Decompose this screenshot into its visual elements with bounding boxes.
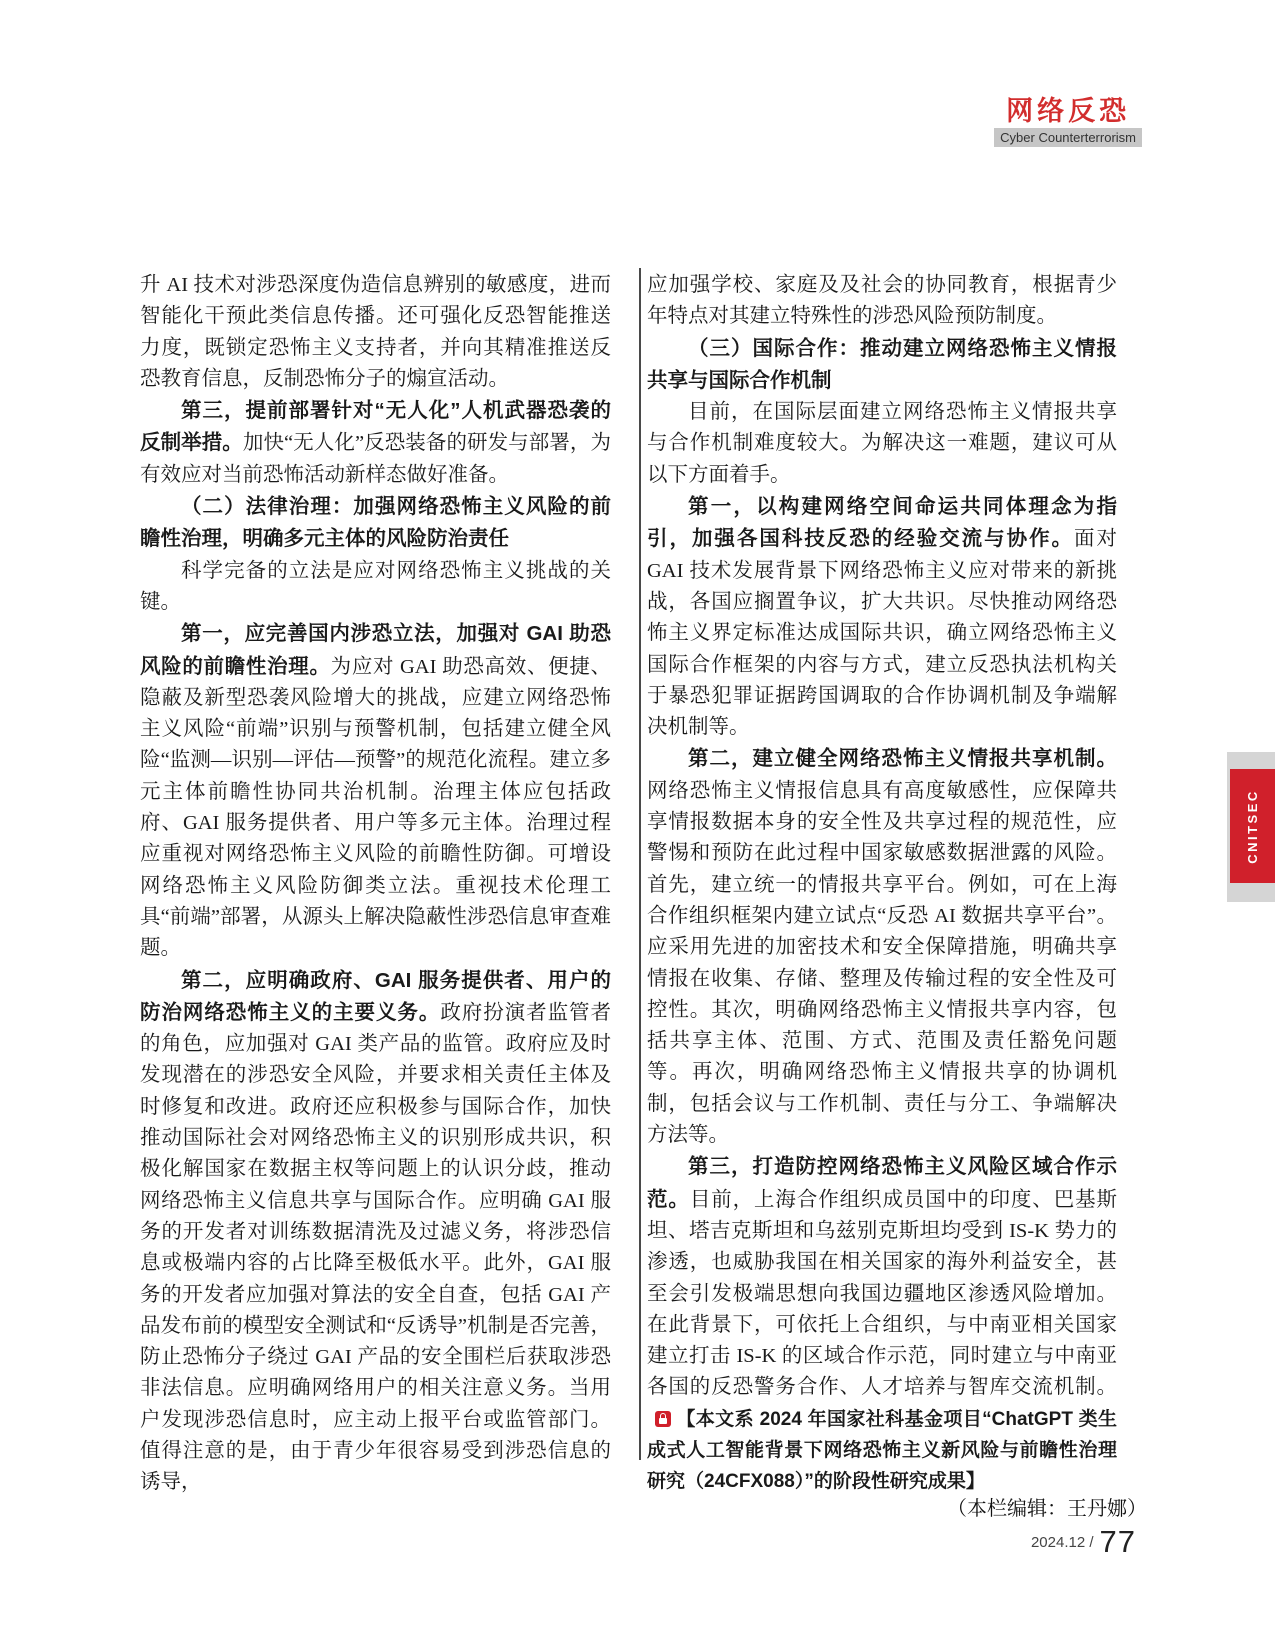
text-run: 目前，上海合作组织成员国中的印度、巴基斯坦、塔吉克斯坦和乌兹别克斯坦均受到 IS-K 势力的渗透，也威胁我国在相关国家的海外利益安全，甚至会引发极端思想向我国边疆地区渗透风险增加。在此背景下，可依托上合组织，与中南亚相关国家建立打击 IS-K 的区域合作示范，同时建立与中南亚各国的反恐警务合作、人才培养与智库交流机制。 [647, 1188, 1118, 1399]
text-run: 第二，应明确政府、GAI 服务提供者、用户的防治网络恐怖主义的主要义务。 [140, 968, 611, 1024]
paragraph [140, 270, 611, 395]
text-run: 第一，应完善国内涉恐立法，加强对 GAI 助恐风险的前瞻性治理。 [140, 622, 611, 678]
text-run: 第一，以构建网络空间命运共同体理念为指引，加强各国科技反恐的经验交流与协作。 [647, 495, 1117, 551]
editor-note: （本栏编辑：王丹娜） [947, 1498, 1147, 1520]
lock-icon [655, 1411, 671, 1427]
section-title-chinese: 网络反恐 [1006, 96, 1131, 126]
text-run: （二）法律治理：加强网络恐怖主义风险的前瞻性治理，明确多元主体的风险防治责任 [140, 495, 611, 551]
issue-label: 2024.12 / [1030, 1533, 1094, 1551]
right-text-column [647, 270, 1117, 1498]
sidebar-tab [1230, 769, 1275, 883]
text-run: 第二，建立健全网络恐怖主义情报共享机制。 [688, 747, 1117, 771]
paragraph [647, 270, 1117, 333]
page-number: 77 [1099, 1524, 1136, 1559]
paragraph [647, 1151, 1117, 1497]
paragraph [140, 965, 611, 1499]
paragraph [140, 556, 611, 619]
paragraph [140, 395, 611, 491]
text-run: 为应对 GAI 助恐高效、便捷、隐蔽及新型恐袭风险增大的挑战，应建立网络恐怖主义风险“前端”识别与预警机制，包括建立健全风险“监测—识别—评估—预警”的规范化流程。建立多元主体前瞻性协同共治机制。治理主体应包括政府、GAI 服务提供者、用户等多元主体。治理过程应重视对网络恐怖主义风险的前瞻性防御。可增设网络恐怖主义风险防御类立法。重视技术伦理工具“前端”部署，从源头上解决隐蔽性涉恐信息审查难题。 [140, 655, 612, 960]
text-run: 第三，打造防控网络恐怖主义风险区域合作示范。 [647, 1155, 1117, 1211]
page-footer [1031, 1524, 1136, 1560]
paragraph [647, 491, 1117, 743]
text-run: 应加强学校、家庭及及社会的协同教育，根据青少年特点对其建立特殊性的涉恐风险预防制度。 [647, 274, 1117, 328]
text-run: 面对 GAI 技术发展背景下网络恐怖主义应对带来的新挑战，各国应搁置争议，扩大共识。尽快推动网络恐怖主义界定标准达成国际共识，确立网络恐怖主义国际合作框架的内容与方式，建立反恐执法机构关于暴恐犯罪证据跨国调取的合作协调机制及争端解决机制等。 [647, 528, 1118, 739]
section-header [994, 97, 1142, 147]
column-divider [639, 268, 641, 1460]
text-run: 科学完备的立法是应对网络恐怖主义挑战的关键。 [140, 559, 611, 613]
paragraph [140, 618, 611, 964]
paragraph [140, 491, 611, 556]
text-run: 加快“无人化”反恐装备的研发与部署，为有效应对当前恐怖活动新样态做好准备。 [140, 432, 611, 486]
sidebar-tab-label: CNITSEC [1245, 788, 1260, 864]
section-title-english: Cyber Counterterrorism [994, 128, 1142, 147]
paragraph [647, 333, 1117, 398]
text-run: 升 AI 技术对涉恐深度伪造信息辨别的敏感度，进而智能化干预此类信息传播。还可强化反恐智能推送力度，既锁定恐怖主义支持者，并向其精准推送反恐教育信息，反制恐怖分子的煽宣活动。 [140, 274, 611, 390]
text-run: （三）国际合作：推动建立网络恐怖主义情报共享与国际合作机制 [647, 336, 1117, 392]
text-run: 网络恐怖主义情报信息具有高度敏感性，应保障共享情报数据本身的安全性及共享过程的规范性，应警惕和预防在此过程中国家敏感数据泄露的风险。首先，建立统一的情报共享平台。例如，可在上海合作组织框架内建立试点“反恐 AI 数据共享平台”。应采用先进的加密技术和安全保障措施，明确共享情报在收集、存储、整理及传输过程的安全性及可控性。其次，明确网络恐怖主义情报共享内容，包括共享主体、范围、方式、范围及责任豁免问题等。再次，明确网络恐怖主义情报共享的协调机制，包括会议与工作机制、责任与分工、争端解决方法等。 [647, 779, 1117, 1147]
text-run: 【本文系 2024 年国家社科基金项目“ChatGPT 类生成式人工智能背景下网络恐怖主义新风险与前瞻性治理研究（24CFX088）”的阶段性研究成果】 [647, 1408, 1117, 1493]
text-run: 政府扮演者监管者的角色，应加强对 GAI 类产品的监管。政府应及时发现潜在的涉恐安全风险，并要求相关责任主体及时修复和改进。政府还应积极参与国际合作，加快推动国际社会对网络恐怖主义的识别形成共识，积极化解国家在数据主权等问题上的认识分歧，推动网络恐怖主义信息共享与国际合作。应明确 GAI 服务的开发者对训练数据清洗及过滤义务，将涉恐信息或极端内容的占比降至极低水平。此外，GAI 服务的开发者应加强对算法的安全自查，包括 GAI 产品发布前的模型安全测试和“反诱导”机制是否完善，防止恐怖分子绕过 GAI 产品的安全围栏后获取涉恐非法信息。应明确网络用户的相关注意义务。当用户发现涉恐信息时，应主动上报平台或监管部门。值得注意的是，由于青少年很容易受到涉恐信息的诱导， [140, 1001, 612, 1494]
paragraph [647, 397, 1117, 491]
paragraph [647, 743, 1117, 1151]
text-run: 第三，提前部署针对“无人化”人机武器恐袭的反制举措。 [140, 399, 611, 455]
text-run: 目前，在国际层面建立网络恐怖主义情报共享与合作机制难度较大。为解决这一难题，建议可从以下方面着手。 [647, 401, 1117, 486]
left-text-column [140, 270, 611, 1499]
